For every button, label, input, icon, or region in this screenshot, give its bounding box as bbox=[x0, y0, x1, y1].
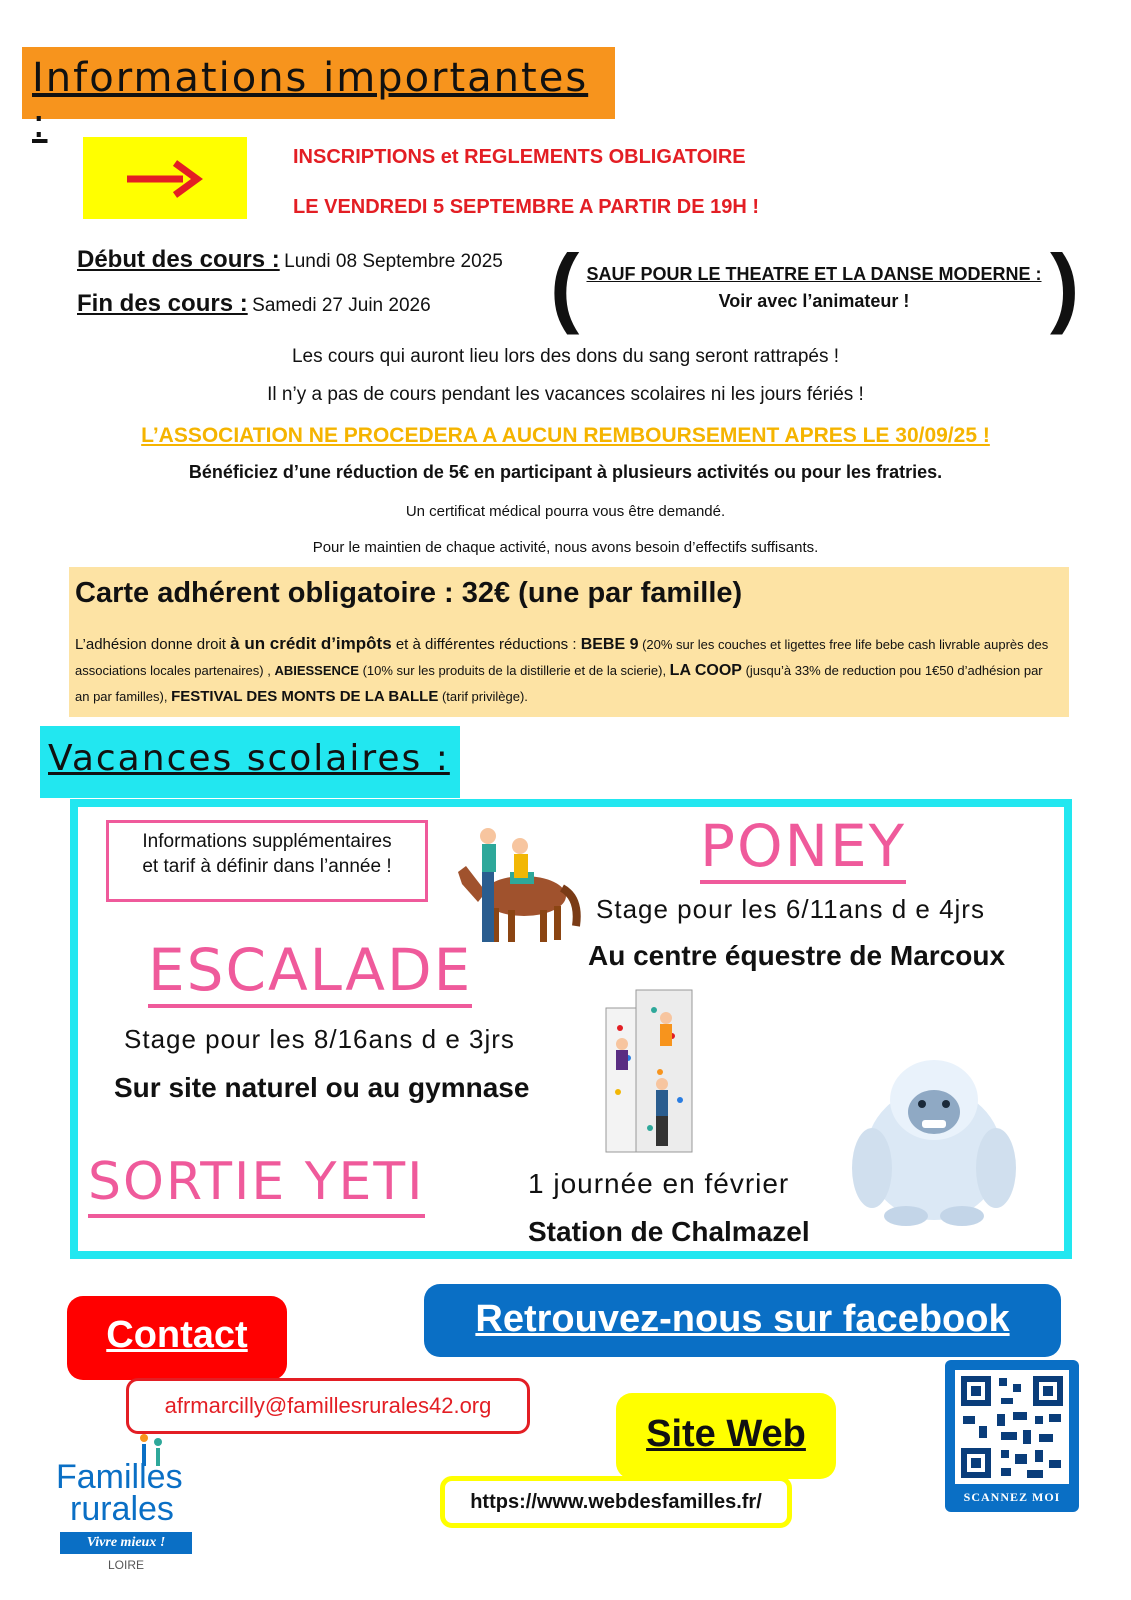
exception-line-1: SAUF POUR LE THEATRE ET LA DANSE MODERNE : bbox=[586, 264, 1042, 284]
email-box[interactable] bbox=[126, 1378, 530, 1434]
escalade-title: ESCALADE bbox=[148, 936, 472, 1008]
notice-line-2: LE VENDREDI 5 SEPTEMBRE A PARTIR DE 19H ! bbox=[293, 196, 759, 218]
info-note-line-2: et tarif à définir dans l’année ! bbox=[142, 856, 392, 877]
header-banner bbox=[22, 47, 615, 147]
horse-rider-illustration bbox=[452, 826, 582, 948]
certificate-note: Un certificat médical pourra vous être demandé. bbox=[405, 503, 726, 520]
contact-label: Contact bbox=[106, 1314, 248, 1356]
climbing-wall-illustration bbox=[600, 988, 710, 1156]
maintain-note: Pour le maintien de chaque activité, nous avons besoin d’effectifs suffisants. bbox=[312, 539, 819, 556]
info-line-2: Il n’y a pas de cours pendant les vacances scolaires ni les jours fériés ! bbox=[267, 384, 864, 405]
logo-tagline: Vivre mieux ! bbox=[60, 1532, 192, 1554]
open-parenthesis: ( bbox=[550, 236, 580, 335]
yeti-illustration bbox=[844, 1048, 1024, 1228]
logo-line-1: Familles bbox=[56, 1458, 183, 1496]
escalade-line-2: Sur site naturel ou au gymnase bbox=[114, 1072, 530, 1103]
end-date-value: Samedi 27 Juin 2026 bbox=[252, 295, 431, 316]
facebook-button[interactable] bbox=[424, 1284, 1061, 1357]
poney-title: PONEY bbox=[700, 812, 906, 884]
end-date-label: Fin des cours : bbox=[77, 290, 248, 317]
notice-line-1: INSCRIPTIONS et REGLEMENTS OBLIGATOIRE bbox=[293, 146, 746, 168]
start-date-row bbox=[77, 246, 503, 274]
start-date-label: Début des cours : bbox=[77, 246, 280, 273]
info-line-1: Les cours qui auront lieu lors des dons du sang seront rattrapés ! bbox=[291, 346, 840, 367]
exception-note bbox=[578, 264, 1050, 312]
info-note-box bbox=[106, 820, 428, 902]
arrow-right-icon bbox=[83, 137, 247, 219]
reduction-note: Bénéficiez d’une réduction de 5€ en participant à plusieurs activités ou pour les fratries. bbox=[188, 462, 943, 482]
yeti-line-2: Station de Chalmazel bbox=[528, 1216, 810, 1247]
website-label: Site Web bbox=[646, 1413, 806, 1455]
email-link[interactable]: afrmarcilly@famillesrurales42.org bbox=[164, 1393, 492, 1418]
qr-code-icon bbox=[955, 1370, 1069, 1484]
info-note-line-1: Informations supplémentaires bbox=[142, 831, 392, 852]
contact-button[interactable] bbox=[67, 1296, 287, 1380]
yeti-line-1: 1 journée en février bbox=[528, 1168, 790, 1199]
escalade-line-1: Stage pour les 8/16ans d e 3jrs bbox=[124, 1024, 515, 1054]
vacances-title: Vacances scolaires : bbox=[48, 738, 450, 779]
qr-code-box[interactable] bbox=[945, 1360, 1079, 1512]
start-date-value: Lundi 08 Septembre 2025 bbox=[284, 251, 503, 272]
arrow-box bbox=[83, 137, 247, 219]
logo-region: LOIRE bbox=[107, 1558, 144, 1572]
end-date-row bbox=[77, 290, 431, 318]
vacances-banner bbox=[40, 726, 460, 798]
yeti-title: SORTIE YETI bbox=[88, 1150, 425, 1218]
membership-title: Carte adhérent obligatoire : 32€ (une par famille) bbox=[75, 577, 743, 609]
logo-line-2: rurales bbox=[70, 1490, 174, 1528]
url-box[interactable] bbox=[440, 1476, 792, 1528]
exception-line-2: Voir avec l’animateur ! bbox=[718, 291, 910, 311]
qr-caption: SCANNEZ MOI bbox=[963, 1490, 1061, 1504]
website-url[interactable]: https://www.webdesfamilles.fr/ bbox=[470, 1491, 762, 1513]
membership-details: L’adhésion donne droit à un crédit d’impôts et à différentes réductions : BEBE 9 (20% sur les couches et ligettes free life bebe cash livrable auprès des associations locales partenaires) , ABIESSENCE (10% sur les produits de la distillerie et de la scierie), LA COOP (jusqu’à 33% de reduction pou 1€50 d’adhésion par an par familles), FESTIVAL DES MONTS DE LA BALLE (tarif privilège). bbox=[75, 634, 1049, 705]
familles-rurales-logo bbox=[56, 1432, 196, 1582]
refund-warning: L’ASSOCIATION NE PROCEDERA A AUCUN REMBOURSEMENT APRES LE 30/09/25 ! bbox=[141, 424, 990, 447]
page-title: Informations importantes : bbox=[32, 55, 589, 147]
facebook-label: Retrouvez-nous sur facebook bbox=[475, 1298, 1010, 1340]
membership-box bbox=[69, 567, 1069, 717]
website-button[interactable] bbox=[616, 1393, 836, 1479]
poney-line-2: Au centre équestre de Marcoux bbox=[588, 940, 1006, 971]
close-parenthesis: ) bbox=[1050, 236, 1080, 335]
poney-line-1: Stage pour les 6/11ans d e 4jrs bbox=[596, 894, 985, 924]
